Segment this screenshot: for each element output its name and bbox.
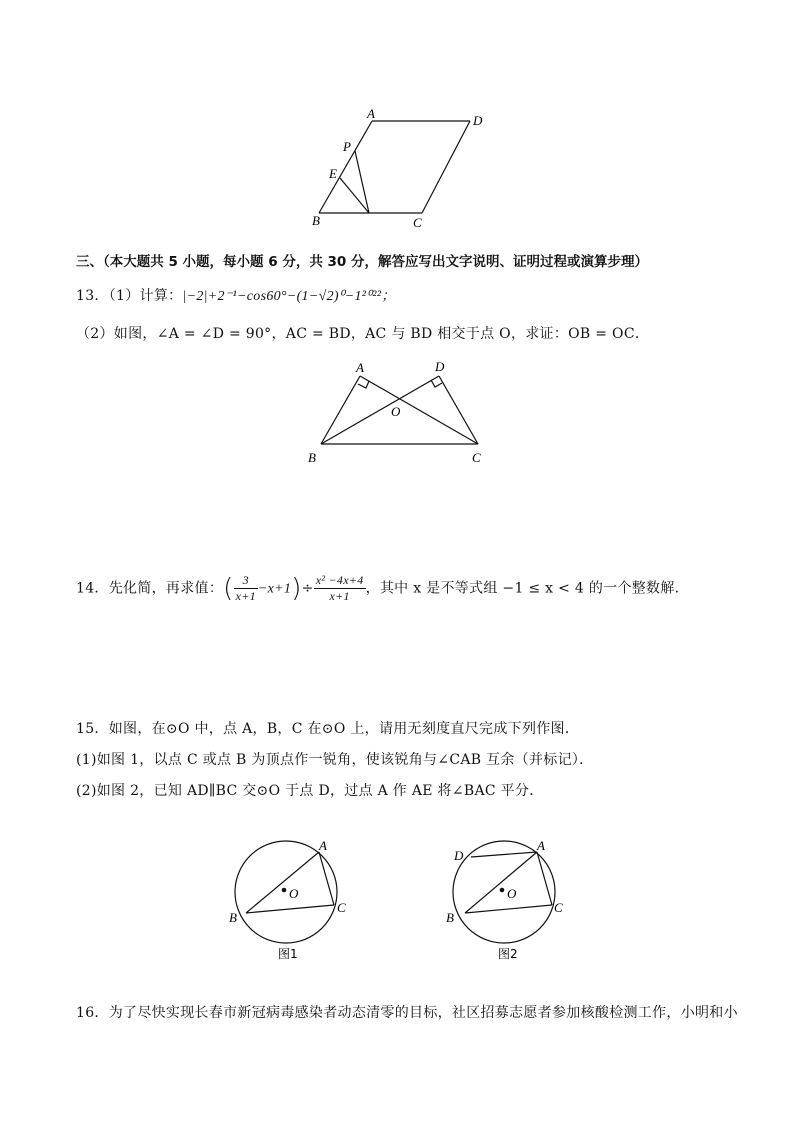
label-A: A [356, 360, 364, 375]
q13-part1-prefix: （1）计算： [108, 288, 183, 304]
q14-middle-term: −x+1 [257, 581, 292, 597]
q13-part2: （2）如图，∠A = ∠D = 90°，AC = BD，AC 与 BD 相交于点 O，求证：OB = OC． [76, 326, 650, 342]
q13-part1 [76, 285, 396, 305]
label-B: B [312, 213, 320, 228]
q15-figure-2 [440, 830, 580, 965]
q16-text: 16．为了尽快实现长春市新冠病毒感染者动态清零的目标，社区招募志愿者参加核酸检测工作，小明和小 [76, 1005, 738, 1021]
q15-figure-1 [222, 830, 362, 965]
label-D: D [473, 113, 483, 128]
label-B: B [229, 910, 237, 925]
q14: 14．先化简，再求值：( $\frac{3}{x+1}$ −x+1)÷ $\frac{\text{x² −4x+4}}{x+1}$ ，其中 x 是不等式组 −1 ≤ x < 4 的一个整数解． [76, 573, 689, 604]
q14-suffix: ，其中 x 是不等式组 −1 ≤ x < 4 的一个整数解． [365, 580, 689, 597]
label-C: C [413, 215, 422, 230]
q15-stem: 15．如图，在⊙O 中，点 A，B，C 在⊙O 上，请用无刻度直尺完成下列作图． [76, 721, 580, 737]
label-O: O [391, 404, 401, 419]
q13-figure [300, 355, 500, 470]
label-D: D [454, 848, 464, 863]
figure-1-caption: 图1 [278, 947, 298, 961]
q13-number: 13． [76, 288, 109, 304]
label-P: P [343, 139, 351, 154]
label-B: B [308, 450, 316, 465]
q15-part2: (2)如图 2，已知 AD∥BC 交⊙O 于点 D，过点 A 作 AE 将∠BAC 平分． [76, 783, 544, 799]
label-B: B [446, 910, 454, 925]
q14-divide: ÷ [301, 580, 314, 597]
label-A: A [319, 838, 327, 853]
label-C: C [554, 900, 563, 915]
label-O: O [507, 886, 517, 901]
q14-fraction-1: $\frac{3}{x+1}$ [235, 573, 256, 603]
q14-prefix: 先化简，再求值： [108, 580, 224, 597]
label-A: A [537, 838, 545, 853]
parallelogram-figure [305, 105, 505, 235]
label-A: A [367, 106, 375, 121]
q13-part1-expression: |−2|+2⁻¹−cos60°−(1−√2)⁰−1²⁰²²； [182, 289, 396, 304]
section-heading: 三、（本大题共 5 小题，每小题 6 分，共 30 分，解答应写出文字说明、证明过程或演算步理） [76, 254, 649, 270]
q14-fraction-2: $\frac{\text{x² −4x+4}}{x+1}$ [315, 573, 364, 603]
q15-part1: (1)如图 1，以点 C 或点 B 为顶点作一锐角，使该锐角与∠CAB 互余（并标记）． [76, 752, 594, 768]
label-D: D [435, 359, 445, 374]
q14-number: 14． [76, 580, 109, 597]
figure-2-caption: 图2 [498, 947, 518, 961]
label-C: C [472, 450, 481, 465]
label-E: E [329, 166, 337, 181]
label-O: O [289, 886, 299, 901]
label-C: C [337, 900, 346, 915]
